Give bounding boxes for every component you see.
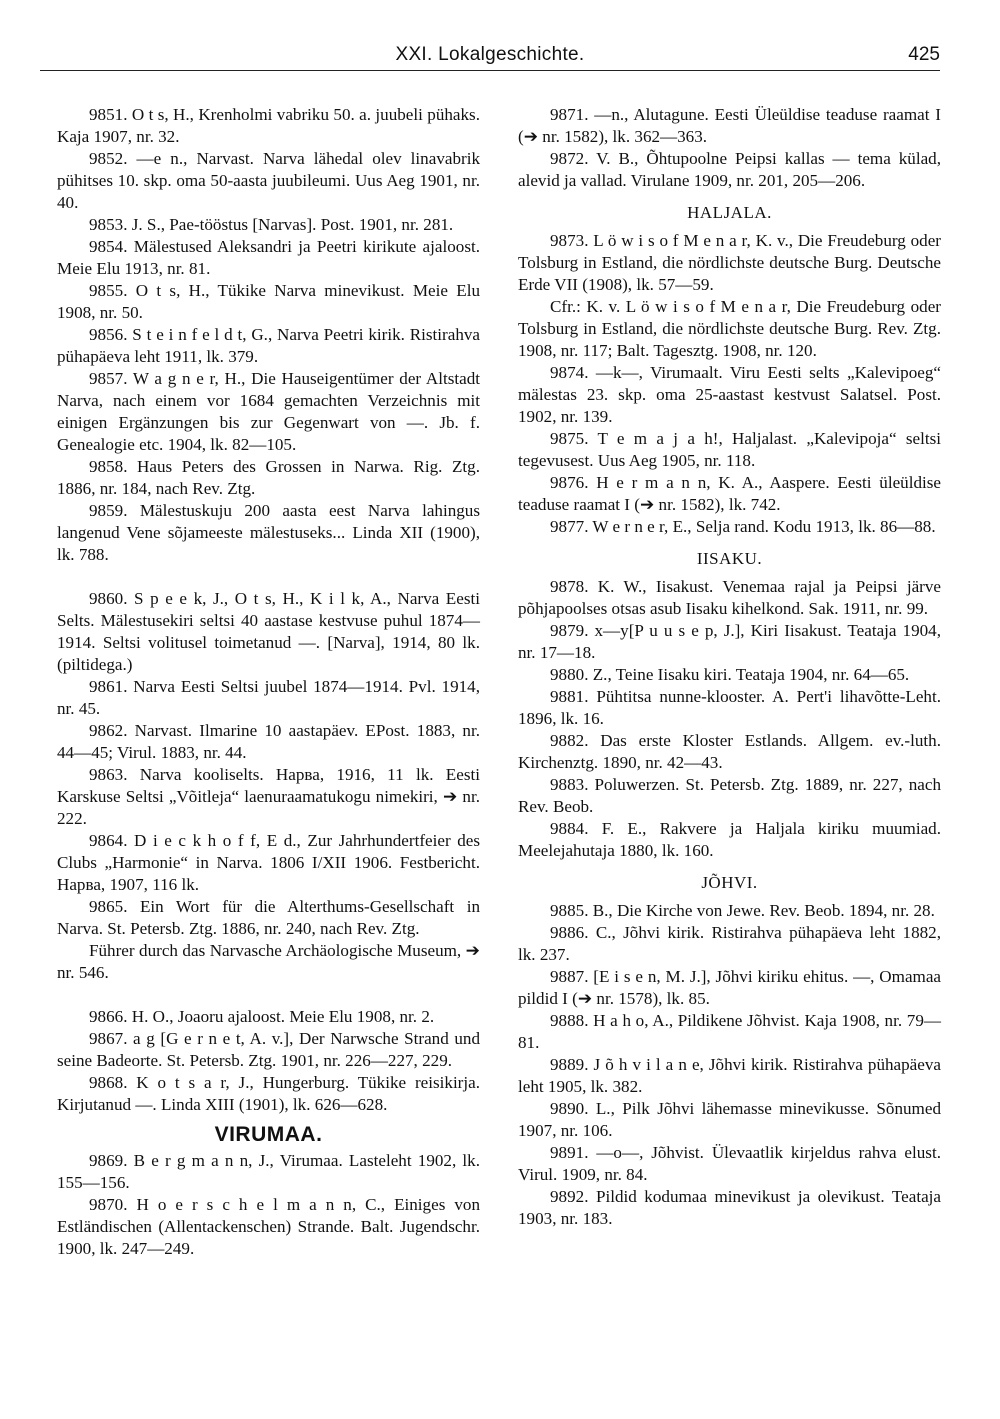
entry-9883: 9883. Poluwerzen. St. Petersb. Ztg. 1889, nr. 227, nach Rev. Beob. [518, 775, 941, 816]
entry-9861: 9861. Narva Eesti Seltsi juubel 1874—1914. Pvl. 1914, nr. 45. [57, 677, 480, 718]
entry-9870: 9870. H o e r s c h e l m a n n, C., Einiges von Estländischen (Allentackenschen) Strande. Balt. Jugendschr. 1900, lk. 247—249. [57, 1195, 480, 1258]
entry-9873-cfr: Cfr.: K. v. L ö w i s o f M e n a r, Die Freudeburg oder Tolsburg in Estland, die nördlichste deutsche Burg. Rev. Ztg. 1908, nr. 117; Balt. Tagesztg. 1908, nr. 120. [518, 297, 941, 360]
entry-9882: 9882. Das erste Kloster Estlands. Allgem. ev.-luth. Kirchenztg. 1890, nr. 42—43. [518, 731, 941, 772]
entry-9886: 9886. C., Jõhvi kirik. Ristirahva pühapäeva leht 1882, lk. 237. [518, 923, 941, 964]
entry-9866: 9866. H. O., Joaoru ajaloost. Meie Elu 1908, nr. 2. [89, 1007, 435, 1026]
entry-9879: 9879. x—y[P u u s e p, J.], Kiri Iisakust. Teataja 1904, nr. 17—18. [518, 621, 941, 662]
entry-9851: 9851. O t s, H., Krenholmi vabriku 50. a. juubeli pühaks. Kaja 1907, nr. 32. [57, 105, 480, 146]
left-column [57, 104, 480, 1260]
running-title: XXI. Lokalgeschichte. [395, 44, 585, 65]
section-heading-virumaa: VIRUMAA. [214, 1123, 323, 1146]
entry-9872: 9872. V. B., Õhtupoolne Peipsi kallas — tema külad, alevid ja vallad. Virulane 1909, nr. 201, 205—206. [518, 149, 941, 190]
entry-9880: 9880. Z., Teine Iisaku kiri. Teataja 1904, nr. 64—65. [550, 665, 910, 684]
entry-9858: 9858. Haus Peters des Grossen in Narwa. Rig. Ztg. 1886, nr. 184, nach Rev. Ztg. [57, 457, 480, 498]
right-column [518, 104, 941, 1230]
section-gap [57, 566, 480, 588]
entry-9873: 9873. L ö w i s o f M e n a r, K. v., Die Freudeburg oder Tolsburg in Estland, die nördlichste deutsche Burg. Deutsche Erde VII (1908), lk. 57—59. [518, 231, 941, 294]
entry-9869: 9869. B e r g m a n n, J., Virumaa. Lasteleht 1902, lk. 155—156. [57, 1151, 480, 1192]
entry-9867: 9867. a g [G e r n e t, A. v.], Der Narwsche Strand und seine Badeorte. St. Petersb. Ztg. 1901, nr. 226—227, 229. [57, 1029, 480, 1070]
entry-9878: 9878. K. W., Iisakust. Venemaa rajal ja Peipsi järve põhjapoolses otsas asub Iisaku kihelkond. Sak. 1911, nr. 99. [518, 577, 941, 618]
entry-9865-note: Führer durch das Narvasche Archäologische Museum, ➔ nr. 546. [57, 941, 480, 982]
entry-9891: 9891. —o—, Jõhvist. Ülevaatlik kirjeldus rahva elust. Virul. 1909, nr. 84. [518, 1143, 941, 1184]
page-number: 425 [908, 44, 940, 65]
entry-9863: 9863. Narva kooliselts. Нарва, 1916, 11 lk. Eesti Karskuse Seltsi „Võitleja“ laenuraamatukogu nimekiri, ➔ nr. 222. [57, 765, 480, 828]
entry-9874: 9874. —k—, Virumaalt. Viru Eesti selts „Kalevipoeg“ mälestas 23. skp. oma 25-aastast kestvust Salatsel. Post. 1902, nr. 139. [518, 363, 941, 426]
entry-9853: 9853. J. S., Pae-tööstus [Narvas]. Post. 1901, nr. 281. [89, 215, 454, 234]
entry-9871: 9871. —n., Alutagune. Eesti Üleüldise teaduse raamat I (➔ nr. 1582), lk. 362—363. [518, 105, 941, 146]
entry-9865: 9865. Ein Wort für die Alterthums-Gesellschaft in Narva. St. Petersb. Ztg. 1886, nr. 240, nach Rev. Ztg. [57, 897, 480, 938]
entry-9876: 9876. H e r m a n n, K. A., Aaspere. Eesti üleüldise teaduse raamat I (➔ nr. 1582), lk. 742. [518, 473, 941, 514]
entry-9857: 9857. W a g n e r, H., Die Hauseigentümer der Altstadt Narva, nach einem vor 1684 gemachten Verzeichnis mit einigen Ergänzungen bis zur Gegenwart von —. Jb. f. Genealogie etc. 1904, lk. 82—105. [57, 369, 480, 454]
entry-9852: 9852. —e n., Narvast. Narva lähedal olev linavabrik pühitses 10. skp. oma 50-aasta juubileumi. Uus Aeg 1901, nr. 40. [57, 149, 480, 212]
entry-9859: 9859. Mälestuskuju 200 aasta eest Narva lahingus langenud Vene sõjameeste mälestuseks... Linda XII (1900), lk. 788. [57, 501, 480, 564]
entry-9885: 9885. B., Die Kirche von Jewe. Rev. Beob. 1894, nr. 28. [550, 901, 935, 920]
section-heading-haljala: HALJALA. [687, 203, 772, 222]
entry-9875: 9875. T e m a j a h!, Haljalast. „Kalevipoja“ seltsi tegevusest. Uus Aeg 1905, nr. 118. [518, 429, 941, 470]
section-heading-iisaku: IISAKU. [696, 549, 763, 568]
entry-9892: 9892. Pildid kodumaa minevikust ja olevikust. Teataja 1903, nr. 183. [518, 1187, 941, 1228]
entry-9862: 9862. Narvast. Ilmarine 10 aastapäev. EPost. 1883, nr. 44—45; Virul. 1883, nr. 44. [57, 721, 480, 762]
entry-9889: 9889. J õ h v i l a n e, Jõhvi kirik. Ristirahva pühapäeva leht 1905, lk. 382. [518, 1055, 941, 1096]
section-heading-johvi: JÕHVI. [701, 873, 758, 892]
entry-9864: 9864. D i e c k h o f f, E d., Zur Jahrhundertfeier des Clubs „Harmonie“ in Narva. 1806 I/XII 1906. Festbericht. Нарва, 1907, 116 lk. [57, 831, 480, 894]
entry-9887: 9887. [E i s e n, M. J.], Jõhvi kiriku ehitus. —, Omamaa pildid I (➔ nr. 1578), lk. 85. [518, 967, 941, 1008]
entry-9881: 9881. Pühtitsa nunne-klooster. A. Pert'i lihavõtte-Leht. 1896, lk. 16. [518, 687, 941, 728]
entry-9860: 9860. S p e e k, J., O t s, H., K i l k, A., Narva Eesti Selts. Mälestusekiri seltsi 40 aastase kestvuse puhul 1874—1914. Seltsi volitusel toimetanud —. [Narva], 1914, 80 lk. (piltidega.) [57, 589, 480, 674]
entry-9856: 9856. S t e i n f e l d t, G., Narva Peetri kirik. Ristirahva pühapäeva leht 1911, lk. 379. [57, 325, 480, 366]
header-rule [40, 70, 940, 71]
section-gap [57, 984, 480, 1006]
entry-9877: 9877. W e r n e r, E., Selja rand. Kodu 1913, lk. 86—88. [550, 517, 936, 536]
entry-9884: 9884. F. E., Rakvere ja Haljala kiriku muumiad. Meelejahutaja 1880, lk. 160. [518, 819, 941, 860]
entry-9890: 9890. L., Pilk Jõhvi lähemasse minevikusse. Sõnumed 1907, nr. 106. [518, 1099, 941, 1140]
entry-9855: 9855. O t s, H., Tükike Narva minevikust. Meie Elu 1908, nr. 50. [57, 281, 480, 322]
entry-9868: 9868. K o t s a r, J., Hungerburg. Tükike reisikirja. Kirjutanud —. Linda XIII (1901), lk. 626—628. [57, 1073, 480, 1114]
entry-9888: 9888. H a h o, A., Pildikene Jõhvist. Kaja 1908, nr. 79—81. [518, 1011, 941, 1052]
entry-9854: 9854. Mälestused Aleksandri ja Peetri kirikute ajaloost. Meie Elu 1913, nr. 81. [57, 237, 480, 278]
